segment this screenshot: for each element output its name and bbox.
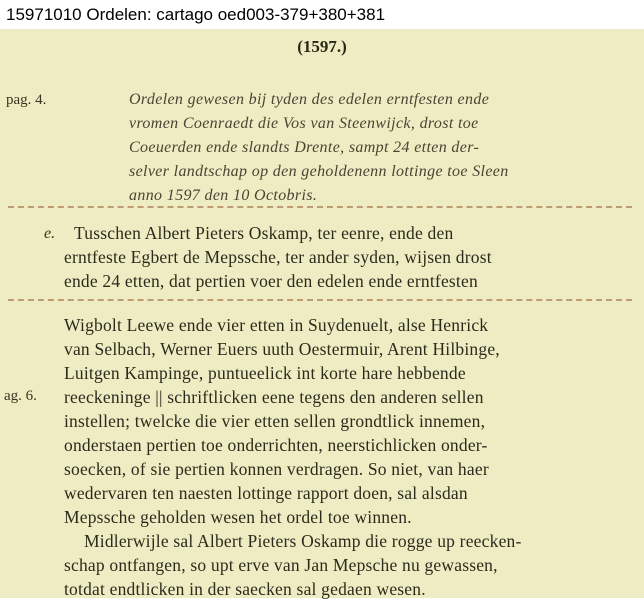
page-break-divider [8,299,632,301]
body-line: instellen; twelcke die vier etten sellen grondtlick innemen, [64,411,486,431]
window-title-bar [0,0,644,29]
body-line: van Selbach, Werner Euers uuth Oestermuir, Arent Hilbinge, [64,339,500,359]
page-year: (1597.) [297,37,347,56]
intro-line: Ordelen gewesen bij tyden des edelen erntfesten ende [129,91,490,108]
body-line: soecken, of sie pertien konnen verdragen. So niet, van haer [64,459,489,479]
body-line: Mepssche geholden wesen het ordel toe winnen. [64,507,412,527]
document-title: 15971010 Ordelen: cartago oed003-379+380+381 [6,5,386,24]
closing-line: schap ontfangen, so upt erve van Jan Mepsche nu gewassen, [64,555,498,575]
body-paragraph [64,313,522,601]
body-line: Wigbolt Leewe ende vier etten in Suydenuelt, alse Henrick [64,315,489,335]
page-break-divider [8,206,632,208]
closing-line: Midlerwijle sal Albert Pieters Oskamp die rogge up reecken- [84,531,522,551]
section-e-line: ende 24 etten, dat pertien voer den edelen ende erntfesten [64,271,478,291]
body-line: Luitgen Kampinge, puntueelick int korte hare hebbende [64,363,466,383]
section-e-line: Tusschen Albert Pieters Oskamp, ter eenre, ende den [74,223,454,243]
intro-line: Coeuerden ende slandts Drente, sampt 24 etten der- [129,139,480,156]
section-e-paragraph [64,221,492,293]
body-line: reeckeninge || schriftlicken eene tegens den anderen sellen [64,387,484,407]
closing-line: totdat endtlicken in der saecken sal gedaen wesen. [64,579,426,599]
intro-line: selver landtschap op den geholdenenn lottinge toe Sleen [129,163,509,180]
margin-note-pag6: ag. 6. [4,388,37,404]
intro-line: vromen Coenraedt die Vos van Steenwijck, drost toe [129,115,479,132]
intro-line: anno 1597 den 10 Octobris. [129,187,318,204]
intro-paragraph [129,88,509,208]
section-e-line: erntfeste Egbert de Mepssche, ter ander syden, wijsen drost [64,247,492,267]
body-line: wedervaren ten naesten lottinge rapport doen, sal alsdan [64,483,468,503]
body-line: onderstaen pertien toe onderrichten, neerstichlicken onder- [64,435,488,455]
margin-note-pag4: pag. 4. [6,92,47,108]
margin-note-e: e. [44,225,56,242]
